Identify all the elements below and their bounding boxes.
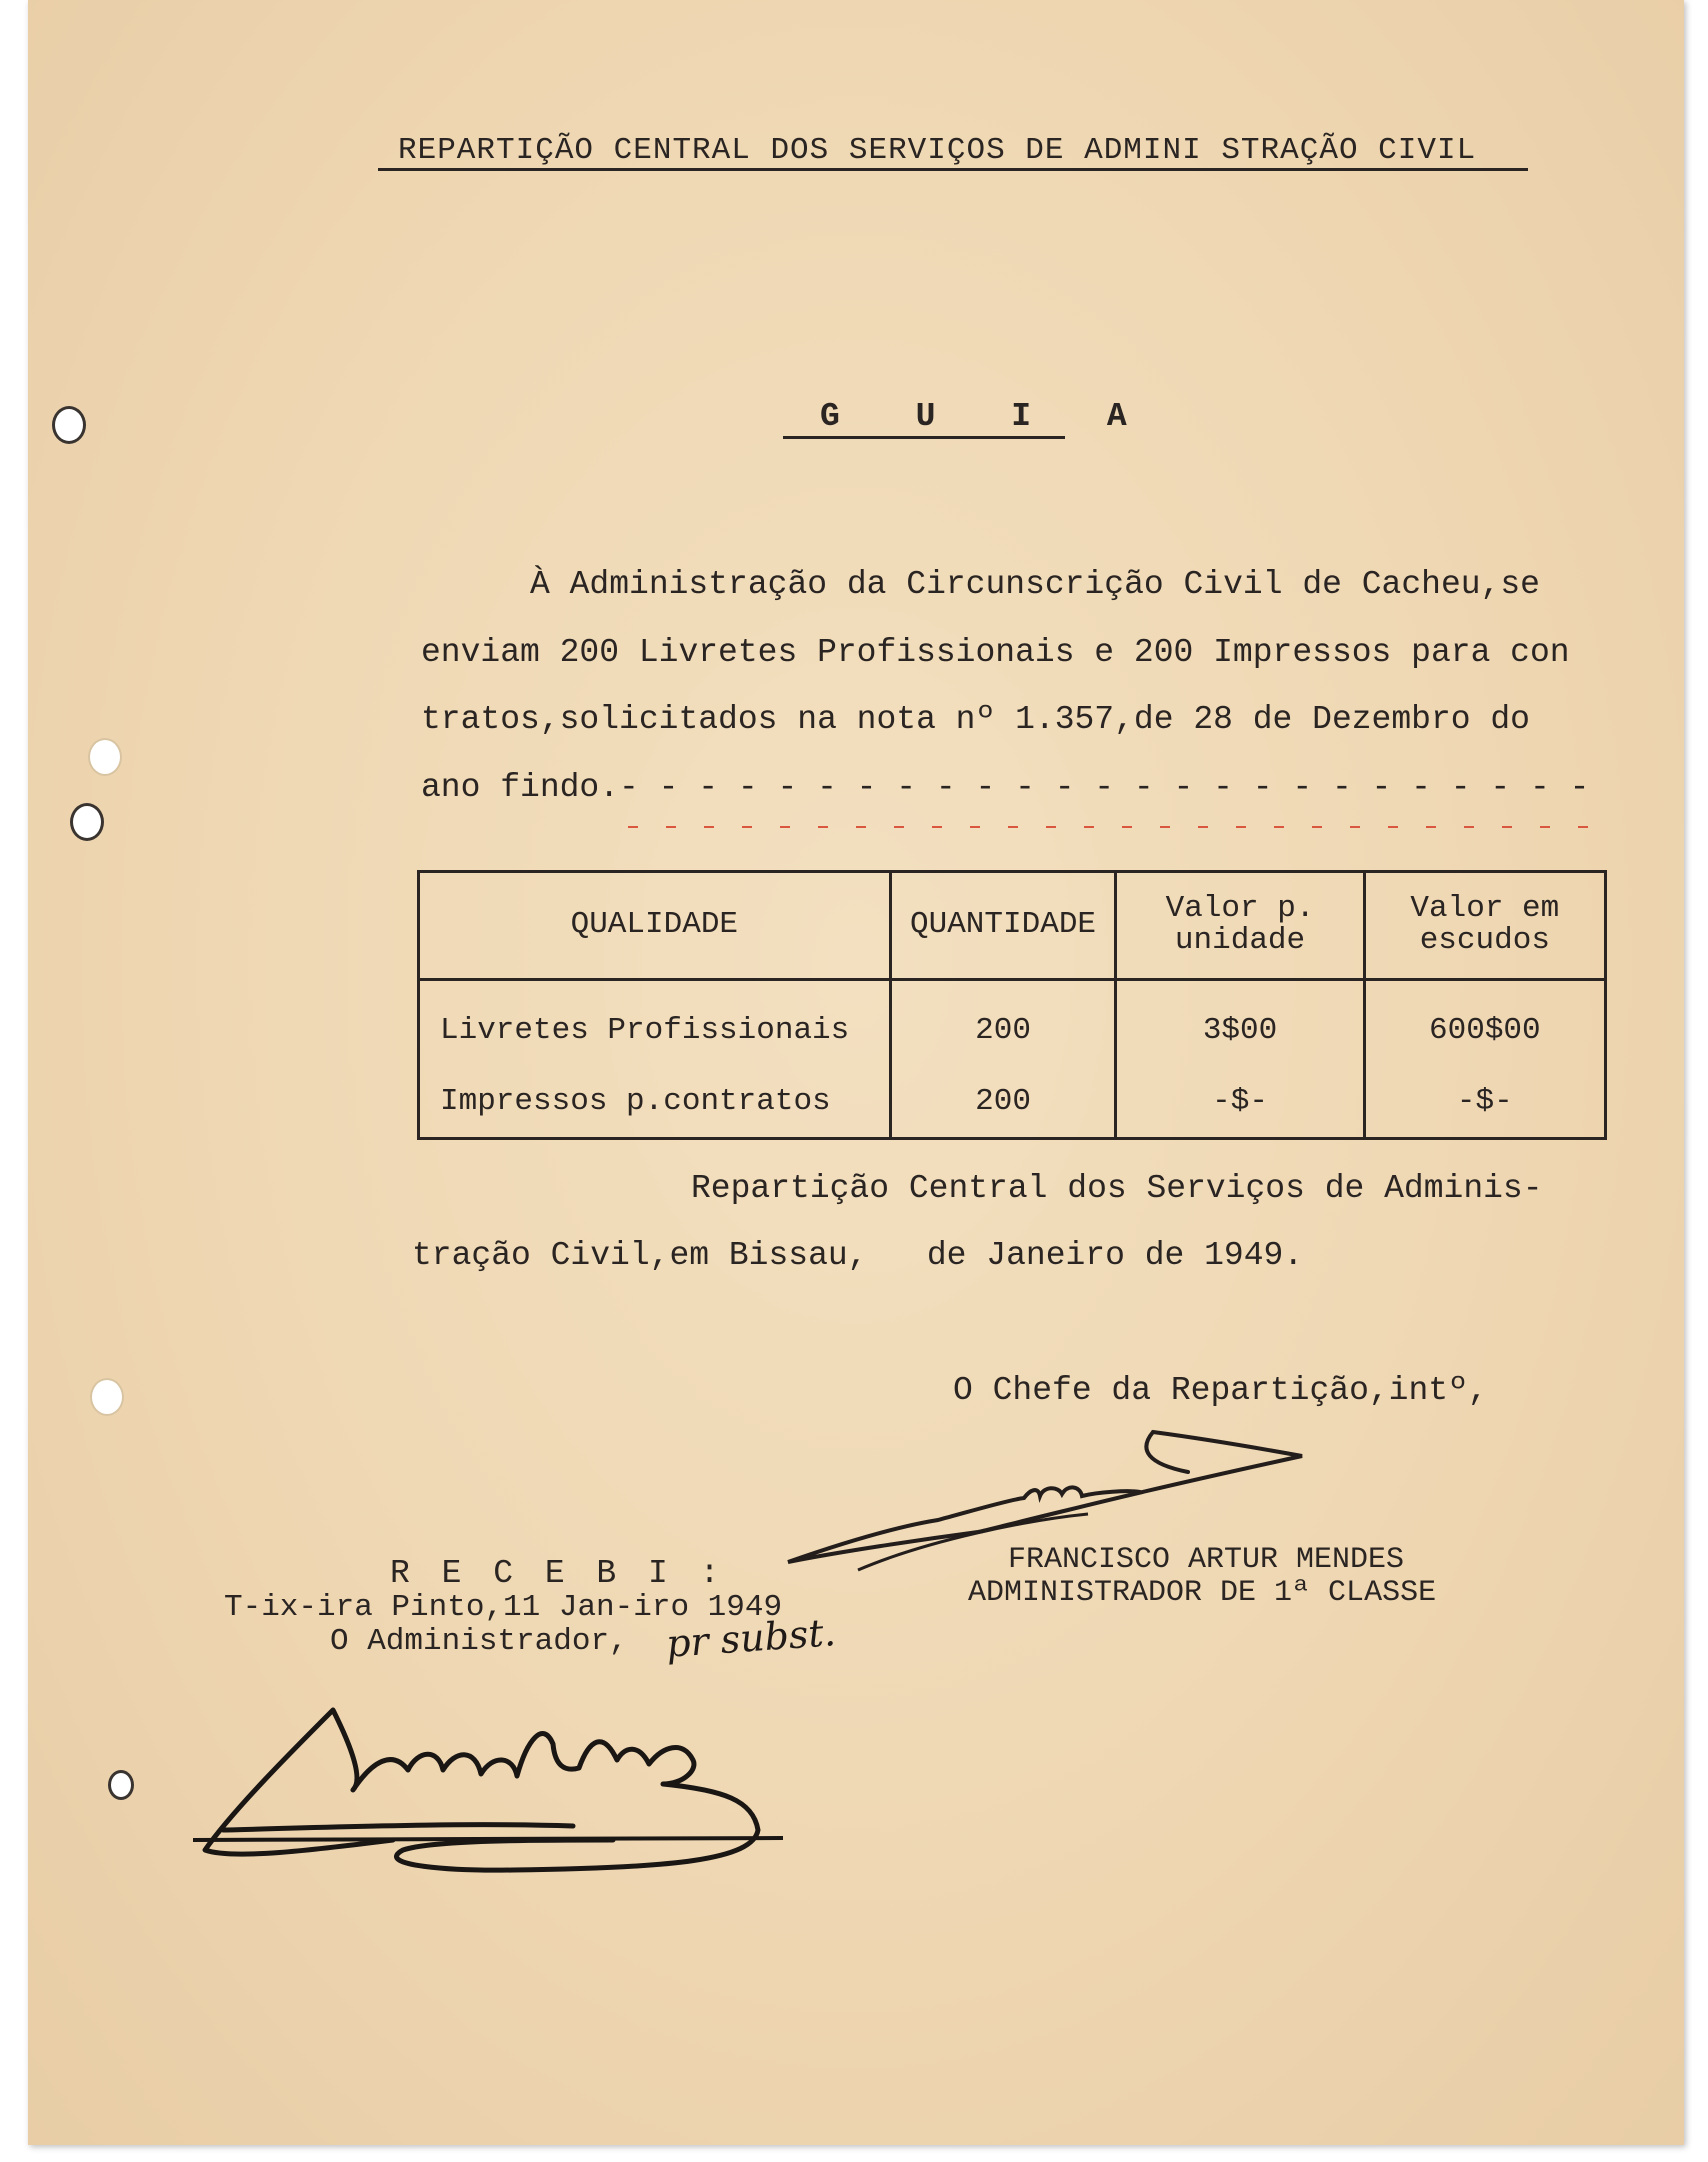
header-qualidade: QUALIDADE — [419, 872, 891, 980]
signatory-name: FRANCISCO ARTUR MENDES — [1008, 1543, 1405, 1577]
document-sheet — [28, 0, 1684, 2145]
body-line-1: À Administração da Circunscrição Civil de Cacheu,se — [530, 566, 1540, 603]
closing-line-1: Repartição Central dos Serviços de Adminis- — [691, 1170, 1543, 1207]
body-line-4: ano findo.- - - - - - - - - - - - - - - - - - - - - - - - - — [421, 769, 1590, 806]
items-table — [417, 870, 1607, 1140]
red-pencil-dashes — [628, 826, 1608, 828]
title-underline — [783, 436, 1065, 439]
header-valor-escudos: Valor em escudos — [1364, 872, 1605, 980]
cell-quantidade: 200 — [890, 1066, 1116, 1138]
receipt-heading: R E C E B I : — [390, 1555, 726, 1592]
header-valor-unidade: Valor p. unidade — [1116, 872, 1364, 980]
cell-qualidade: Impressos p.contratos — [419, 1066, 891, 1138]
cell-valor-unidade: -$- — [1116, 1066, 1364, 1138]
table-row — [419, 1066, 1606, 1138]
signatory-salutation: O Chefe da Repartição,intº, — [953, 1372, 1488, 1409]
header-underline — [378, 168, 1528, 171]
receipt-place-date: T-ix-ira Pinto,11 Jan-iro 1949 — [224, 1590, 783, 1625]
punch-hole — [52, 406, 86, 444]
punch-hole — [70, 803, 104, 841]
document-title: G U I A — [820, 398, 1155, 435]
punch-hole — [108, 1770, 134, 1800]
cell-valor-escudos: -$- — [1364, 1066, 1605, 1138]
table-header-row — [419, 872, 1606, 980]
office-header: REPARTIÇÃO CENTRAL DOS SERVIÇOS DE ADMINI STRAÇÃO CIVIL — [398, 133, 1477, 168]
cell-qualidade: Livretes Profissionais — [419, 979, 891, 1066]
cell-valor-unidade: 3$00 — [1116, 979, 1364, 1066]
punch-hole — [90, 1378, 124, 1416]
header-quantidade: QUANTIDADE — [890, 872, 1116, 980]
administrator-signature — [193, 1690, 813, 1880]
receipt-admin-label: O Administrador, — [330, 1624, 628, 1659]
handwritten-note: pr subst. — [664, 1610, 838, 1666]
cell-valor-escudos: 600$00 — [1364, 979, 1605, 1066]
closing-line-2: tração Civil,em Bissau, de Janeiro de 1949. — [412, 1237, 1304, 1274]
signatory-role: ADMINISTRADOR DE 1ª CLASSE — [968, 1576, 1437, 1610]
table-row — [419, 979, 1606, 1066]
punch-hole — [88, 738, 122, 776]
cell-quantidade: 200 — [890, 979, 1116, 1066]
body-line-2: enviam 200 Livretes Profissionais e 200 Impressos para con — [421, 634, 1570, 671]
body-line-3: tratos,solicitados na nota nº 1.357,de 28 de Dezembro do — [421, 701, 1530, 738]
